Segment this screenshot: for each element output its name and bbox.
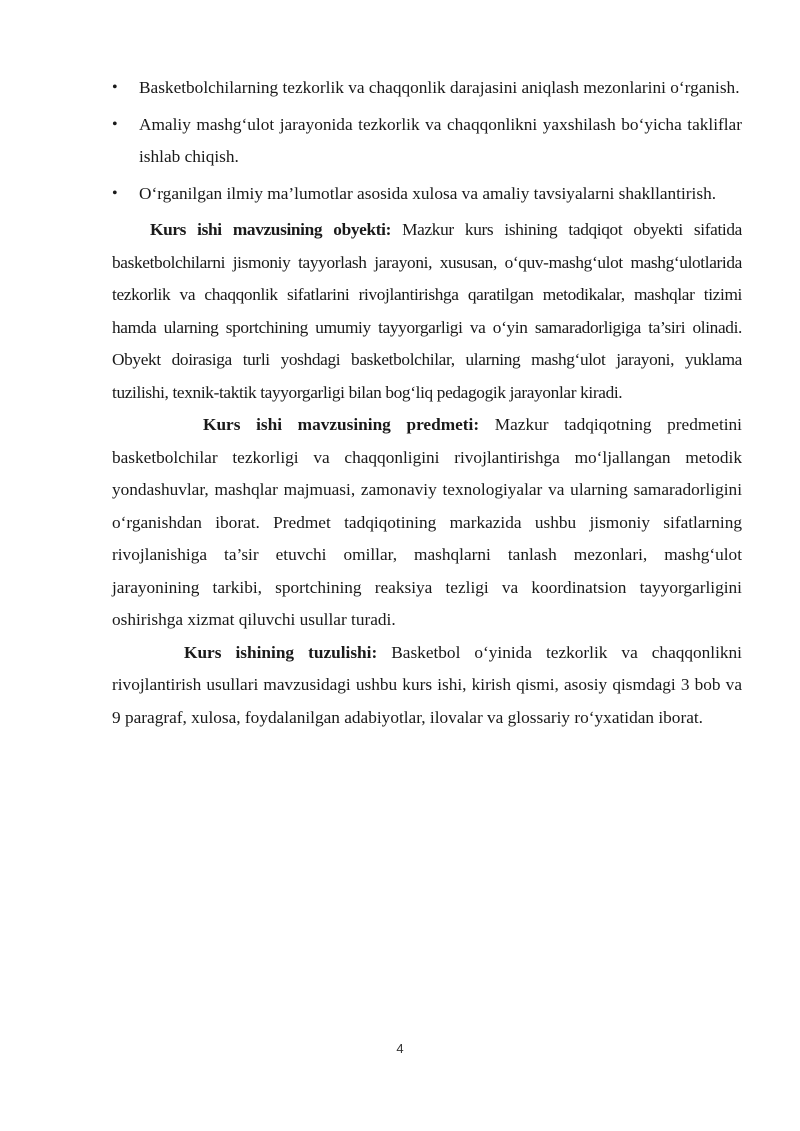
bullet-icon: • bbox=[112, 115, 118, 133]
list-item-text: O‘rganilgan ilmiy ma’lumotlar asosida xulosa va amaliy tavsiyalarni shakllantirish. bbox=[139, 183, 717, 203]
bullet-icon: • bbox=[112, 79, 118, 96]
structure-text: Basketbol o‘yinida tezkorlik va chaqqonlikni rivojlantirish usullari mavzusidagi ushbu kurs ishi, kirish qismi, asosiy qismdagi 3 bob va 9 paragraf, xulosa, foydalanilgan adabiyotlar, ilovalar va glossariy ro‘yxatidan iborat. bbox=[112, 642, 742, 727]
subject-text: Mazkur tadqiqotning predmetini basketbolchilar tezkorligi va chaqqonligini rivojlantirishga mo‘ljallangan metodik yondashuvlar, mashqlar majmuasi, zamonaviy texnologiyalar va ularning samaradorligini o‘rganishdan iborat. Predmet tadqiqotining markazida ushbu jismoniy sifatlarning rivojlanishiga ta’sir etuvchi omillar, mashqlarni tanlash mezonlari, mashg‘ulot jarayonining tarkibi, sportchining reaksiya tezligi va koordinatsion tayyorgarligini oshirishga xizmat qiluvchi usullar turadi. bbox=[112, 415, 742, 629]
object-heading: Kurs ishi mavzusining obyekti: bbox=[150, 220, 391, 239]
list-item bbox=[112, 109, 742, 174]
subject-heading: Kurs ishi mavzusining predmeti: bbox=[203, 415, 480, 434]
object-paragraph bbox=[112, 214, 742, 409]
subject-paragraph bbox=[112, 409, 742, 637]
structure-heading: Kurs ishining tuzulishi: bbox=[184, 642, 378, 662]
list-item bbox=[112, 178, 742, 211]
list-item bbox=[112, 72, 742, 105]
page-number: 4 bbox=[396, 1041, 404, 1056]
structure-paragraph bbox=[112, 637, 742, 735]
page-content bbox=[112, 72, 742, 734]
objectives-list bbox=[112, 72, 742, 210]
bullet-icon: • bbox=[112, 184, 118, 202]
list-item-text: Basketbolchilarning tezkorlik va chaqqonlik darajasini aniqlash mezonlarini o‘rganish. bbox=[139, 78, 740, 97]
object-text: Mazkur kurs ishining tadqiqot obyekti sifatida basketbolchilarni jismoniy tayyorlash jarayoni, xususan, o‘quv-mashg‘ulot mashg‘ulotlarida tezkorlik va chaqqonlik sifatlarini rivojlantirishga qaratilgan metodikalar, mashqlar tizimi hamda ularning sportchining umumiy tayyorgarligi va o‘yin samaradorligiga ta’siri olinadi. Obyekt doirasiga turli yoshdagi basketbolchilar, ularning mashg‘ulot jarayoni, yuklama tuzilishi, texnik-taktik tayyorgarligi bilan bog‘liq pedagogik jarayonlar kiradi. bbox=[112, 220, 742, 402]
list-item-text: Amaliy mashg‘ulot jarayonida tezkorlik va chaqqonlikni yaxshilash bo‘yicha takliflar ishlab chiqish. bbox=[139, 114, 742, 166]
